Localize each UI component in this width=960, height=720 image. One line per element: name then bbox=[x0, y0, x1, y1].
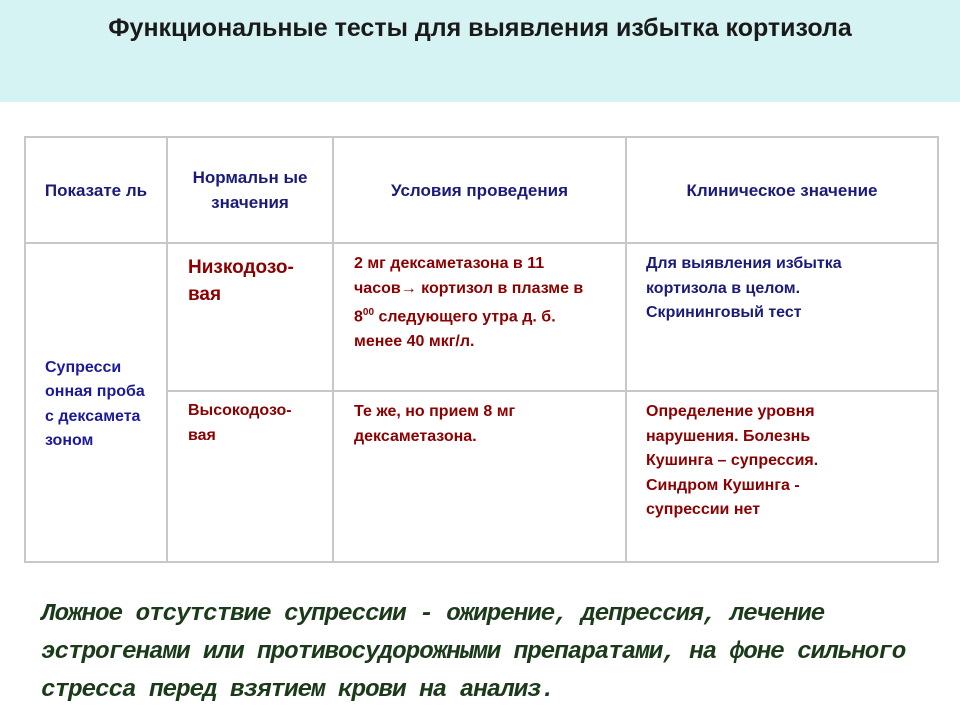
norm-cell-low: Низкодозо-вая bbox=[167, 243, 333, 391]
norm-cell-high: Высокодозо-вая bbox=[167, 391, 333, 562]
footnote: Ложное отсутствие супрессии - ожирение, депрессия, лечение эстрогенами или противосудорожными препаратами, на фоне сильного стресса перед взятием крови на анализ. bbox=[41, 601, 906, 704]
header-row bbox=[25, 137, 938, 243]
indicator-cell: Супресси онная проба с дексамета зоном bbox=[25, 243, 167, 562]
conditions-cell-low: 2 мг дексаметазона в 11 часов→ кортизол в плазме в $8^{00}$ следующего утра д. б. менее 40 мкг/л. bbox=[333, 243, 626, 391]
conditions-cell-high: Те же, но прием 8 мг дексаметазона. bbox=[333, 391, 626, 562]
header-indicator: Показате ль bbox=[25, 137, 167, 243]
clinical-cell-low: Для выявления избытка кортизола в целом. Скрининговый тест bbox=[626, 243, 938, 391]
header-normal-values: Нормальн ые значения bbox=[167, 137, 333, 243]
tests-table bbox=[24, 136, 939, 563]
clinical-cell-high: Определение уровня нарушения. Болезнь Кушинга – супрессия. Синдром Кушинга - супрессии нет bbox=[626, 391, 938, 562]
header-conditions: Условия проведения bbox=[333, 137, 626, 243]
table-row bbox=[25, 243, 938, 391]
header-clinical: Клиническое значение bbox=[626, 137, 938, 243]
slide-title: Функциональные тесты для выявления избытка кортизола bbox=[108, 14, 852, 42]
